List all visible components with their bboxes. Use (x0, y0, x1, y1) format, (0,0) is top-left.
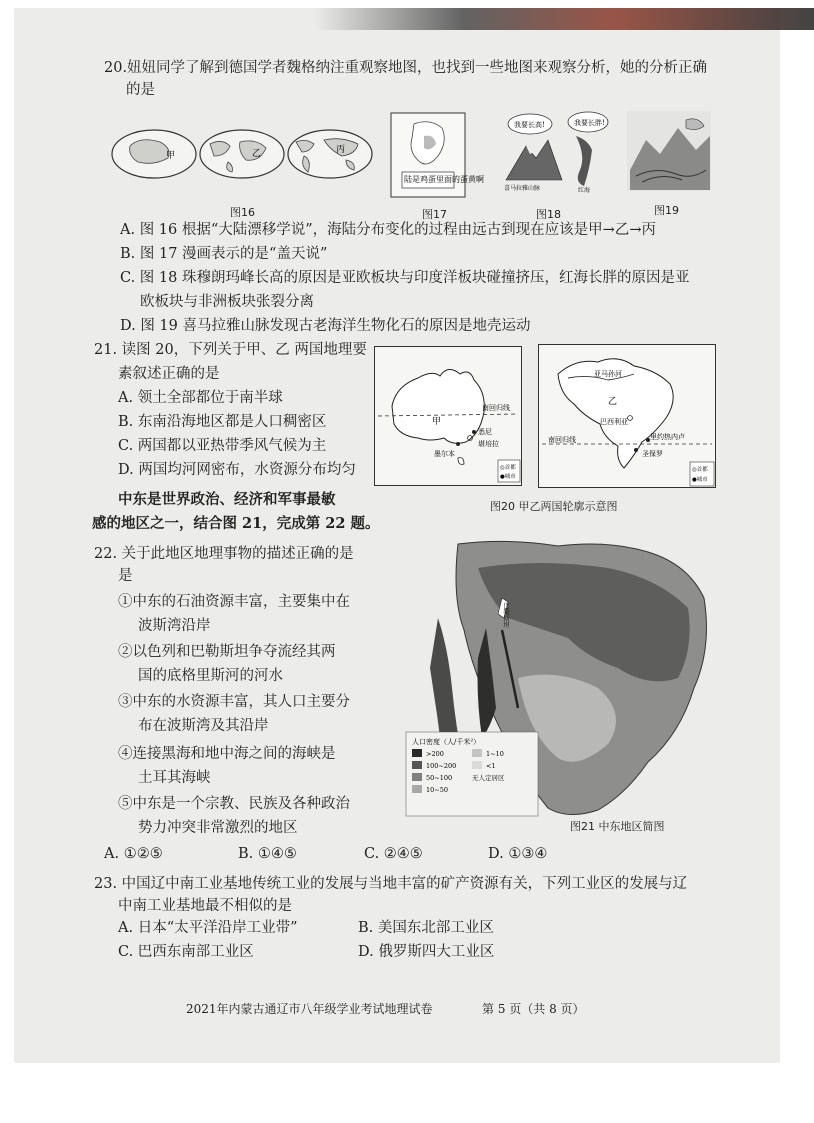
footer-page-number: 第 5 页（共 8 页） (482, 1002, 585, 1016)
q21-option-b: B. 东南沿海地区都是人口稠密区 (118, 414, 327, 430)
fig16-label-jia: 甲 (166, 151, 176, 161)
q20-option-d: D. 图 19 喜马拉雅山脉发现古老海洋生物化石的原因是地壳运动 (120, 318, 531, 334)
map-yi-country-label: 乙 (608, 397, 618, 407)
q22-option-c: C. ②④⑤ (364, 846, 423, 862)
q23-stem-line2: 中南工业基地最不相似的是 (118, 898, 292, 914)
fig18-cartoon (500, 110, 612, 194)
q20-stem-line1: 20.妞妞同学了解到德国学者魏格纳注重观察地图，也找到一些地图来观察分析，她的分析正确 (104, 60, 708, 76)
map-yi-city1: 巴西利亚 (600, 418, 628, 426)
exam-page (14, 8, 780, 1063)
q23-option-b: B. 美国东北部工业区 (358, 920, 494, 936)
q22-intro-line2: 感的地区之一，结合图 21，完成第 22 题。 (92, 515, 380, 532)
q23-option-a: A. 日本“太平洋沿岸工业带” (118, 920, 298, 936)
map-yi-city3: 圣保罗 (642, 450, 663, 458)
q21-stem-line2: 素叙述正确的是 (118, 366, 220, 382)
q21-option-a: A. 领土全部都位于南半球 (118, 390, 283, 406)
fig16-globes (110, 126, 390, 182)
fig19-fossil (626, 110, 712, 192)
fig20-caption: 图20 甲乙两国轮廓示意图 (490, 500, 618, 513)
q20-option-c-line1: C. 图 18 珠穆朗玛峰长高的原因是亚欧板块与印度洋板块碰撞挤压，红海长胖的原因是亚 (120, 270, 690, 286)
footer-title: 2021年内蒙古通辽市八年级学业考试地理试卷 (186, 1002, 433, 1016)
fig21-region-label: 巴勒斯坦 (502, 602, 510, 628)
map-yi-city2: 里约热内卢 (650, 433, 685, 441)
q22-s2-line1: ②以色列和巴勒斯坦争夺流经其两 (118, 644, 336, 660)
q22-option-b: B. ①④⑤ (238, 846, 297, 862)
q23-stem-line1: 23. 中国辽中南工业基地传统工业的发展与当地丰富的矿产资源有关，下列工业区的发展与辽 (94, 876, 688, 892)
fig16-label-bing: 丙 (336, 145, 346, 155)
page-edge-shadow (314, 8, 814, 30)
q20-stem-line2: 的是 (126, 82, 155, 98)
q21-option-d: D. 两国均河网密布，水资源分布均匀 (118, 462, 356, 478)
map-jia-city3: 墨尔本 (434, 450, 455, 458)
q21-option-c: C. 两国都以亚热带季风气候为主 (118, 438, 327, 454)
fig18-label-left: 喜马拉雅山脉 (504, 185, 541, 192)
q23-option-d: D. 俄罗斯四大工业区 (358, 944, 495, 960)
q22-s5-line1: ⑤中东是一个宗教、民族及各种政治 (118, 796, 350, 812)
q22-intro-line1: 中东是世界政治、经济和军事最敏 (118, 491, 336, 508)
map-jia-city1: 悉尼 (478, 428, 492, 436)
q20-option-c-line2: 欧板块与非洲板块张裂分离 (140, 294, 314, 310)
q22-s4-line1: ④连接黑海和地中海之间的海峡是 (118, 746, 336, 762)
q22-s3-line1: ③中东的水资源丰富，其人口主要分 (118, 694, 350, 710)
q22-s2-line2: 国的底格里斯河的河水 (138, 668, 283, 684)
fig19-caption: 图19 (654, 204, 679, 217)
map-jia-legend-capital: ◎首都 (500, 465, 516, 471)
q20-option-a: A. 图 16 根据“大陆漂移学说”，海陆分布变化的过程由远古到现在应该是甲→乙→丙 (120, 222, 656, 238)
legend-item-5: 1~10 (486, 750, 504, 758)
legend-item-1: >200 (426, 750, 444, 758)
legend-item-4: 10~50 (426, 786, 448, 794)
fig16-label-yi: 乙 (252, 149, 262, 159)
legend-item-7: 无人定居区 (472, 774, 505, 782)
fig18-caption: 图18 (536, 208, 561, 221)
fig18-bubble-left: 我要长高! (514, 121, 545, 129)
map-jia-legend-city: ●城市 (500, 474, 516, 480)
legend-item-2: 100~200 (426, 762, 457, 770)
legend-item-6: <1 (486, 762, 496, 770)
q20-option-b: B. 图 17 漫画表示的是“盖天说” (120, 246, 328, 262)
map-yi-legend-capital: ◎首都 (692, 467, 708, 473)
map-jia-tropic: 南回归线 (482, 404, 510, 412)
q22-s4-line2: 土耳其海峡 (138, 770, 211, 786)
q22-option-a: A. ①②⑤ (104, 846, 163, 862)
q22-s5-line2: 势力冲突非常激烈的地区 (138, 820, 298, 836)
fig20-map-yi (538, 344, 716, 488)
fig21-middle-east-map (398, 538, 716, 834)
q22-stem-line1: 22. 关于此地区地理事物的描述正确的是 (94, 546, 354, 562)
map-yi-tropic: 南回归线 (548, 436, 576, 444)
map-yi-river: 亚马孙河 (594, 370, 622, 378)
map-jia-country-label: 甲 (432, 417, 442, 427)
fig18-label-right: 红海 (578, 187, 591, 194)
q22-s3-line2: 布在波斯湾及其沿岸 (138, 718, 269, 734)
fig17-bubble: 陆是鸡蛋里面的蛋黄啊 (404, 175, 484, 184)
q21-stem-line1: 21. 读图 20，下列关于甲、乙 两国地理要 (94, 342, 367, 358)
map-yi-legend-city: ●城市 (692, 477, 708, 483)
map-jia-city2: 堪培拉 (478, 440, 499, 448)
q22-s1-line1: ①中东的石油资源丰富，主要集中在 (118, 594, 350, 610)
q22-option-d: D. ①③④ (488, 846, 548, 862)
q23-option-c: C. 巴西东南部工业区 (118, 944, 254, 960)
legend-item-3: 50~100 (426, 774, 453, 782)
fig16-caption: 图16 (230, 206, 255, 219)
fig20-map-jia (374, 346, 522, 486)
q22-stem-line2: 是 (118, 568, 133, 584)
fig17-cartoon (390, 112, 484, 198)
fig17-caption: 图17 (422, 208, 447, 221)
fig21-caption: 图21 中东地区简图 (570, 820, 665, 833)
q22-s1-line2: 波斯湾沿岸 (138, 618, 211, 634)
legend-title: 人口密度（人/千米²） (412, 738, 481, 746)
fig18-bubble-right: 我要长胖! (574, 119, 605, 127)
